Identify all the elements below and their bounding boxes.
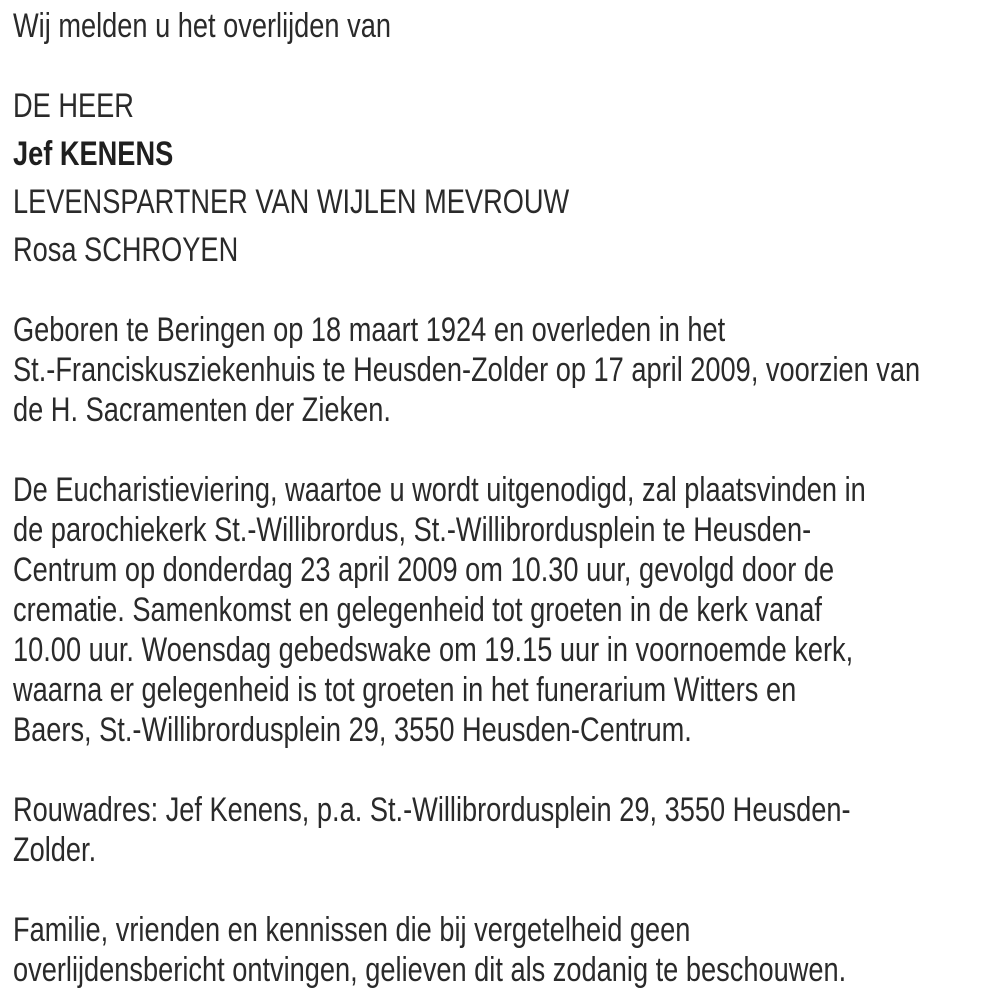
salutation (13, 86, 1000, 126)
text-line: de H. Sacramenten der Zieken. (13, 391, 391, 429)
text-line: Jef KENENS (13, 135, 174, 173)
deceased-name (13, 134, 1000, 174)
text-line: DE HEER (13, 87, 134, 125)
text-line: Rosa SCHROYEN (13, 231, 239, 269)
text-line: Baers, St.-Willibrordusplein 29, 3550 Heusden-Centrum. (13, 711, 692, 749)
text-line: Rouwadres: Jef Kenens, p.a. St.-Willibrordusplein 29, 3550 Heusden- (13, 791, 851, 829)
text-line: waarna er gelegenheid is tot groeten in het funerarium Witters en (13, 671, 797, 709)
mourning-address (13, 790, 1000, 870)
text-line: Centrum op donderdag 23 april 2009 om 10.30 uur, gevolgd door de (13, 551, 835, 589)
text-column (13, 6, 1000, 990)
text-line: De Eucharistieviering, waartoe u wordt uitgenodigd, zal plaatsvinden in (13, 471, 866, 509)
text-line: Familie, vrienden en kennissen die bij vergetelheid geen (13, 911, 691, 949)
text-line: Wij melden u het overlijden van (13, 7, 391, 45)
text-line: St.-Franciskusziekenhuis te Heusden-Zolder op 17 april 2009, voorzien van (13, 351, 921, 389)
text-line: overlijdensbericht ontvingen, gelieven dit als zodanig te beschouwen. (13, 951, 847, 989)
service-details (13, 470, 1000, 750)
announcement-intro (13, 6, 1000, 46)
text-line: Zolder. (13, 831, 97, 869)
text-line: 10.00 uur. Woensdag gebedswake om 19.15 uur in voornoemde kerk, (13, 631, 854, 669)
partner-name (13, 230, 1000, 270)
text-line: Geboren te Beringen op 18 maart 1924 en overleden in het (13, 311, 726, 349)
text-line: LEVENSPARTNER VAN WIJLEN MEVROUW (13, 183, 570, 221)
text-line: de parochiekerk St.-Willibrordus, St.-Willibrordusplein te Heusden- (13, 511, 812, 549)
text-line: crematie. Samenkomst en gelegenheid tot groeten in de kerk vanaf (13, 591, 822, 629)
birth-death-details (13, 310, 1000, 430)
apology-note (13, 910, 1000, 990)
relation-line (13, 182, 1000, 222)
